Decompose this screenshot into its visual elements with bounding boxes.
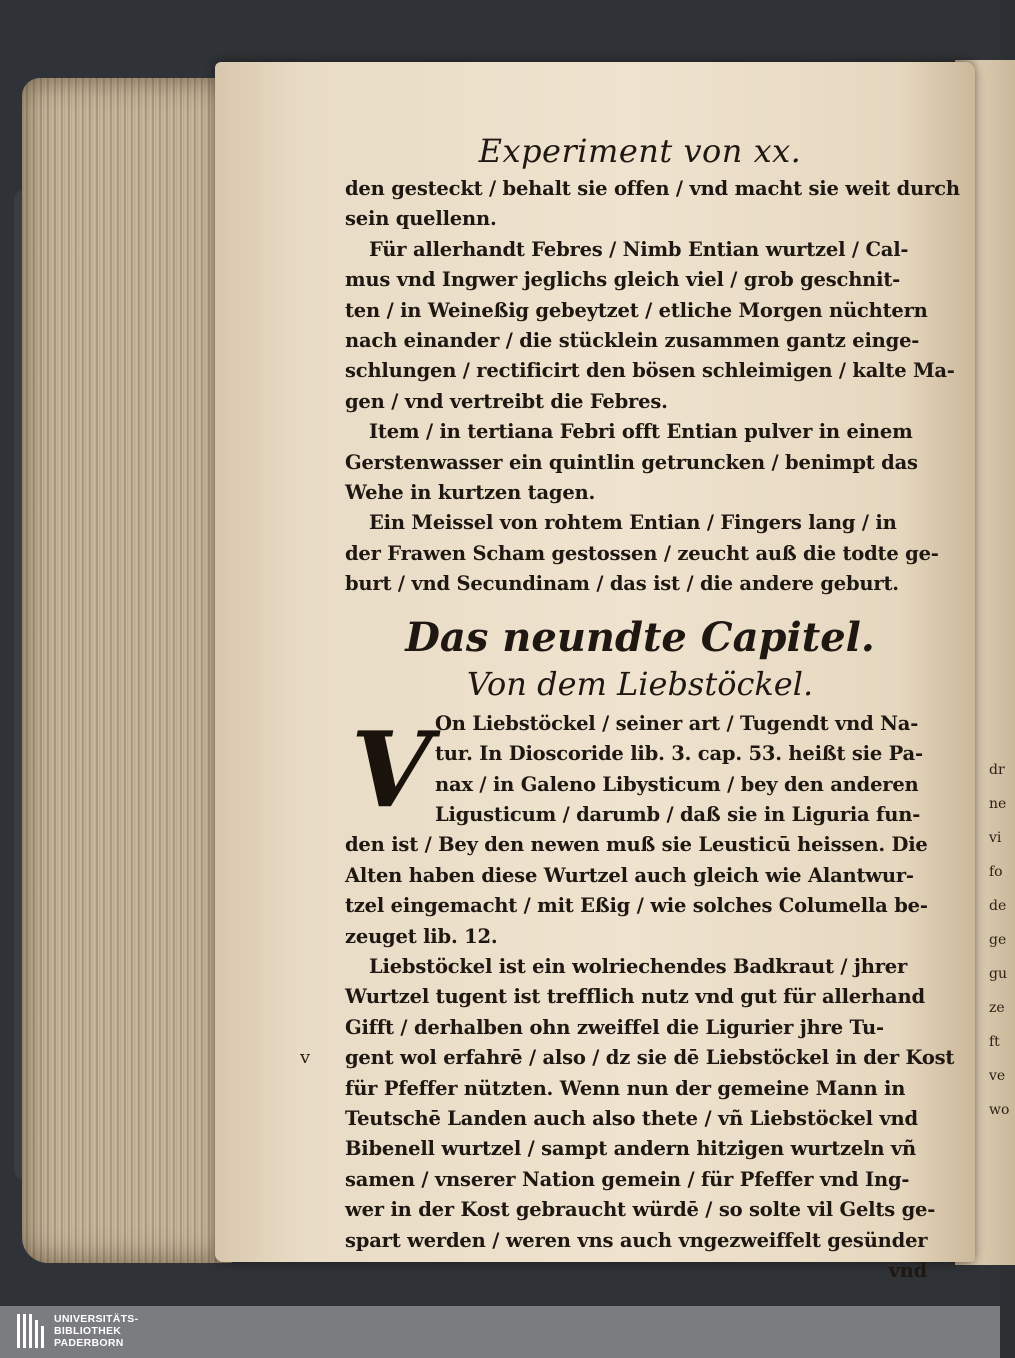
text-line: schlungen / rectificirt den bösen schleimigen / kalte Ma- — [345, 359, 955, 383]
catchword: vnd — [888, 1259, 927, 1282]
text-line: sein quellenn. — [345, 207, 497, 231]
facing-page-fragment: gu — [989, 966, 1007, 982]
library-logo-icon — [16, 1312, 46, 1352]
text-line: Gerstenwasser ein quintlin getruncken / benimpt das — [345, 450, 918, 474]
text-after-initial — [345, 830, 955, 1256]
text-line: der Frawen Scham gestossen / zeucht auß die todte ge- — [345, 541, 939, 565]
facing-page-fragment: de — [989, 898, 1007, 914]
text-line: tur. In Dioscoride lib. 3. cap. 53. heißt sie Pa- — [435, 742, 923, 766]
text-line: Item / in tertiana Febri offt Entian pulver in einem — [369, 420, 913, 444]
library-name-line-2: BIBLIOTHEK — [54, 1325, 122, 1337]
library-name — [54, 1313, 138, 1349]
text-line: samen / vnserer Nation gemein / für Pfeffer vnd Ing- — [345, 1167, 910, 1191]
facing-page-fragment: ve — [989, 1068, 1006, 1084]
initial-lines — [345, 709, 935, 831]
text-line: nax / in Galeno Libysticum / bey den anderen — [435, 772, 919, 796]
text-line: für Pfeffer nützten. Wenn nun der gemeine Mann in — [345, 1076, 906, 1100]
initial-paragraph — [345, 709, 935, 831]
text-line: Ein Meissel von rohtem Entian / Fingers lang / in — [369, 511, 897, 535]
text-line: Ligusticum / darumb / daß sie in Liguria fun- — [435, 802, 921, 826]
text-line: Wehe in kurtzen tagen. — [345, 481, 596, 505]
library-footer-bar — [0, 1306, 1000, 1358]
facing-page-fragment: ne — [989, 796, 1007, 812]
chapter-title: Das neundte Capitel. — [405, 613, 875, 661]
page-text — [345, 132, 960, 1286]
facing-page-fragment: fo — [989, 864, 1003, 880]
text-line: Liebstöckel ist ein wolriechendes Badkraut / jhrer — [369, 954, 908, 978]
facing-page-fragment: ze — [989, 1000, 1005, 1016]
text-line: nach einander / die stücklein zusammen gantz einge- — [345, 329, 920, 353]
text-line: ten / in Weineßig gebeytzet / etliche Morgen nüchtern — [345, 298, 928, 322]
text-line: spart werden / weren vns auch vngezweiffelt gesünder — [345, 1228, 928, 1252]
facing-page-fragment: vi — [989, 830, 1002, 846]
text-line: Alten haben diese Wurtzel auch gleich wie Alantwur- — [345, 863, 914, 887]
text-line: Wurtzel tugent ist trefflich nutz vnd gut für allerhand — [345, 985, 925, 1009]
margin-mark: v — [300, 1047, 311, 1068]
text-line: mus vnd Ingwer jeglichs gleich viel / grob geschnit- — [345, 268, 901, 292]
text-line: burt / vnd Secundinam / das ist / die andere geburt. — [345, 572, 899, 596]
text-line: Gifft / derhalben ohn zweiffel die Ligurier jhre Tu- — [345, 1015, 884, 1039]
facing-page-fragment: wo — [989, 1102, 1010, 1118]
chapter-subtitle: Von dem Liebstöckel. — [466, 664, 814, 703]
library-name-line-3: PADERBORN — [54, 1337, 124, 1349]
facing-page-fragment: ge — [989, 932, 1007, 948]
text-line: Teutschē Landen auch also thete / vñ Liebstöckel vnd — [345, 1106, 918, 1130]
text-line: gen / vnd vertreibt die Febres. — [345, 389, 668, 413]
text-line: zeuget lib. 12. — [345, 924, 498, 948]
text-line: Für allerhandt Febres / Nimb Entian wurtzel / Cal- — [369, 237, 909, 261]
book-page — [215, 62, 975, 1282]
text-line: wer in der Kost gebraucht würdē / so solte vil Gelts ge- — [345, 1198, 936, 1222]
text-line: Bibenell wurtzel / sampt andern hitzigen wurtzeln vñ — [345, 1137, 917, 1161]
text-line: den ist / Bey den newen muß sie Leusticū heissen. Die — [345, 833, 928, 857]
decorated-initial: V — [351, 707, 432, 831]
facing-page-fragment: ft — [989, 1034, 1000, 1050]
running-head: Experiment von xx. — [478, 132, 802, 170]
page-edges — [22, 78, 232, 1263]
text-line: den gesteckt / behalt sie offen / vnd macht sie weit durch — [345, 177, 960, 200]
text-line: gent wol erfahrē / also / dz sie dē Liebstöckel in der Kost — [345, 1046, 955, 1070]
text-before-chapter — [345, 174, 960, 600]
library-name-line-1: UNIVERSITÄTS- — [54, 1313, 139, 1325]
facing-page-fragment: dr — [989, 762, 1005, 778]
text-line: On Liebstöckel / seiner art / Tugendt vnd Na- — [435, 711, 919, 735]
text-line: tzel eingemacht / mit Eßig / wie solches Columella be- — [345, 894, 928, 918]
